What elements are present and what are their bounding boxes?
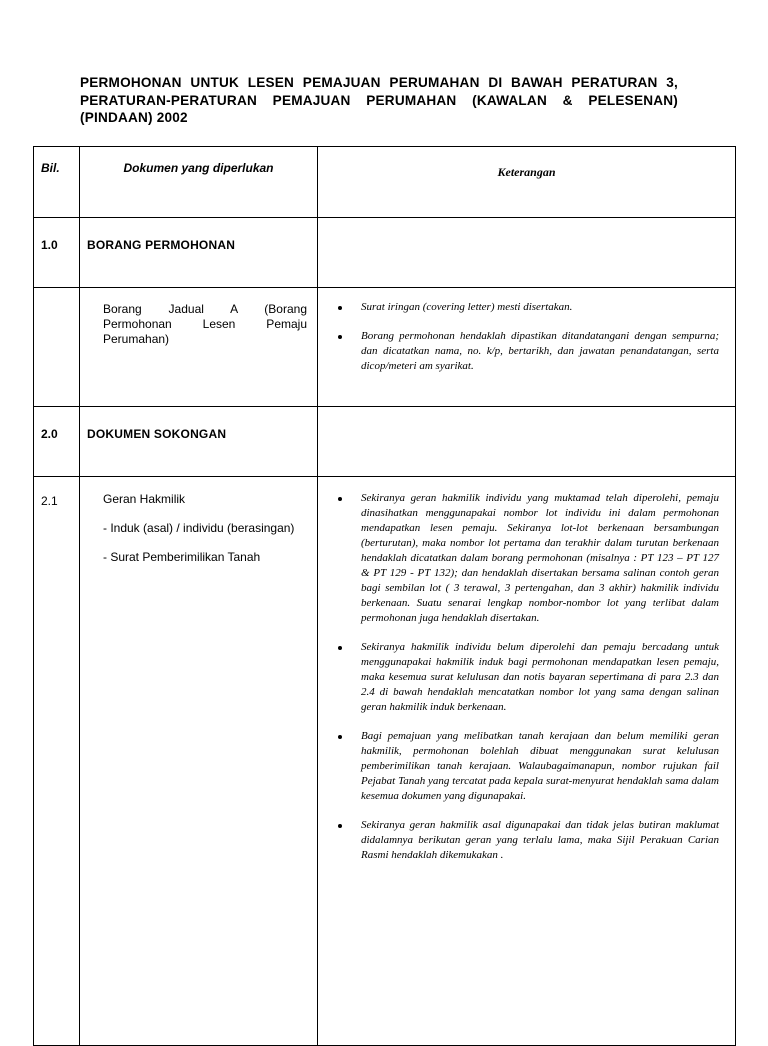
bullet-icon xyxy=(338,646,342,650)
table-row xyxy=(34,288,736,407)
header-bil: Bil. xyxy=(34,147,80,218)
note-text: Borang permohonan hendaklah dipastikan ditandatangani dengan sempurna; dan dicatatkan nama, no. k/p, bertarikh, dan jawatan penandatangan, serta dicop/meteri am syarikat. xyxy=(361,330,719,372)
section-number: 2.0 xyxy=(34,407,80,477)
note-text: Sekiranya geran hakmilik individu yang muktamad telah diperolehi, pemaju dinasihatkan menggunapakai nombor lot individu ini dalam permohonan mendapatkan lesen pemaju. Sekiranya lot-lot berkenaan bersambungan (berturutan), maka nombor lot pertama dan terakhir dalam turutan berkenaan hendaklah dicatatkan dalam borang permohonan (misalnya : PT 123 – PT 127 & PT 129 - PT 132); dan hendaklah disertakan bersama salinan contoh geran bagi sembilan lot ( 3 terawal, 3 pertengahan, dan 3 akhir) hakmilik individu berkenaan. Suatu senarai lengkap nombor-nombor lot yang terlibat dalam permohonan juga hendaklah disertakan. xyxy=(361,492,719,624)
document-title: PERMOHONAN UNTUK LESEN PEMAJUAN PERUMAHAN DI BAWAH PERATURAN 3, PERATURAN-PERATURAN PEMAJUAN PERUMAHAN (KAWALAN & PELESENAN) (PINDAAN) 2002 xyxy=(80,75,678,125)
item-number: 2.1 xyxy=(34,477,80,1046)
table-header-row xyxy=(34,147,736,218)
list-item xyxy=(318,729,719,804)
header-dokumen: Dokumen yang diperlukan xyxy=(80,147,318,218)
bullet-icon xyxy=(338,824,342,828)
bullet-icon xyxy=(338,306,342,310)
notes-list xyxy=(318,300,735,374)
note-text: Surat iringan (covering letter) mesti disertakan. xyxy=(361,301,573,313)
empty-cell xyxy=(318,407,736,477)
section-row-2 xyxy=(34,407,736,477)
notes-cell xyxy=(318,477,736,1046)
requirements-table xyxy=(33,146,736,1046)
list-item xyxy=(318,329,719,374)
list-item xyxy=(318,640,719,715)
notes-list xyxy=(318,491,735,863)
bullet-icon xyxy=(338,335,342,339)
document-name: Geran Hakmilik xyxy=(103,492,186,506)
document-cell xyxy=(80,477,318,1046)
sub-item: - Surat Pemberimilikan Tanah xyxy=(103,550,261,564)
section-row-1 xyxy=(34,218,736,288)
note-text: Bagi pemajuan yang melibatkan tanah kerajaan dan belum memiliki geran hakmilik, permohonan bolehlah dibuat menggunakan surat kelulusan pemberimilikan tanah kerajaan. Walaubagaimanapun, nombor rujukan fail Pejabat Tanah yang tercatat pada kepala surat-menyurat hendaklah sama dalam kesemua dokumen yang digunapakai. xyxy=(361,730,719,802)
notes-cell xyxy=(318,288,736,407)
list-item xyxy=(318,491,719,626)
header-keterangan: Keterangan xyxy=(318,147,736,218)
note-text: Sekiranya hakmilik individu belum diperolehi dan pemaju bercadang untuk menggunapakai hakmilik induk bagi permohonan mendapatkan lesen pemaju, maka kesemua surat kelulusan dan notis bayaran sepertimana di para 2.3 dan 2.4 di bawah hendaklah mencatatkan nombor lot yang sama dengan salinan geran hakmilik induk berkenaan. xyxy=(361,641,719,713)
bullet-icon xyxy=(338,497,342,501)
empty-cell xyxy=(34,288,80,407)
section-title: BORANG PERMOHONAN xyxy=(80,218,318,288)
list-item xyxy=(318,818,719,863)
note-text: Sekiranya geran hakmilik asal digunapakai dan tidak jelas butiran maklumat didalamnya berikutan geran yang terlalu lama, maka Sijil Perakuan Carian Rasmi hendaklah dikemukakan . xyxy=(361,819,719,861)
list-item xyxy=(318,300,719,315)
sub-item: - Induk (asal) / individu (berasingan) xyxy=(103,521,295,535)
section-number: 1.0 xyxy=(34,218,80,288)
section-title: DOKUMEN SOKONGAN xyxy=(80,407,318,477)
document-name: Borang Jadual A (Borang Permohonan Lesen Pemaju Perumahan) xyxy=(103,302,307,346)
table-row xyxy=(34,477,736,1046)
document-cell xyxy=(80,288,318,407)
empty-cell xyxy=(318,218,736,288)
bullet-icon xyxy=(338,735,342,739)
